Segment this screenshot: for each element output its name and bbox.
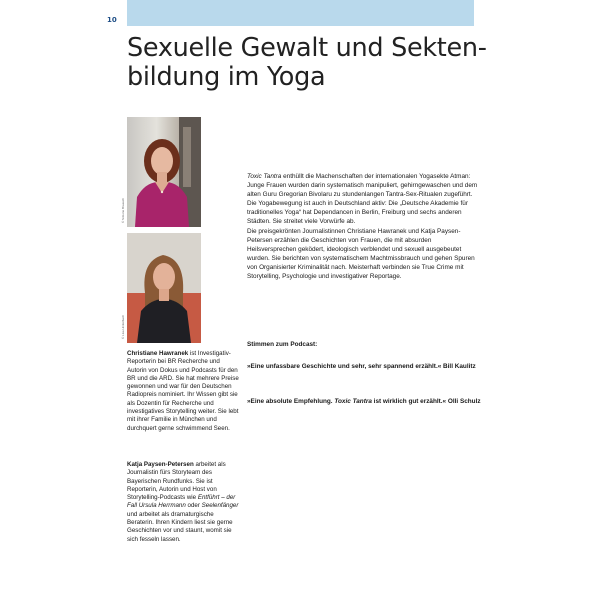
page-number: 10 (107, 16, 117, 24)
author-name: Katja Paysen-Petersen (127, 461, 194, 468)
podcast-title: Entführt – der Fall Ursula Herrmann (127, 494, 236, 510)
photo-credit-1: © Simone Braasch (121, 197, 125, 223)
description-paragraph-1 (247, 172, 479, 227)
author-bio-hawranek (127, 350, 239, 433)
book-description (247, 172, 479, 281)
author-bio-text: und arbeitet als dramaturgische Beraterin. Ihren Kindern liest sie gerne Geschichten vor und staunt, womit sie sich fesseln lassen. (127, 510, 233, 543)
podcast-title: Seelenfänger (201, 502, 239, 510)
book-title: Toxic Tantra (247, 173, 282, 180)
podcast-voices-heading: Stimmen zum Podcast: (247, 341, 318, 348)
author-bio-paysen-petersen (127, 461, 239, 544)
book-title: Toxic Tantra (334, 398, 372, 405)
quote-1: »Eine unfassbare Geschichte und sehr, sehr spannend erzählt.« Bill Kaulitz (247, 363, 476, 370)
author-bio-text: oder (185, 502, 202, 510)
description-text: enthüllt die Machenschaften der internationalen Yogasekte Atman: Junge Frauen wurden darin systematisch manipuliert, gehirngewaschen und dem alten Guru Gregorian Bivolaru zu stundenlangen Tantra-Sex-Ritualen zugeführt. Die Yogabewegung ist auch in Deutschland aktiv: Die „Deutsche Akademie für traditionelles Yoga“ hat Dependancen in Berlin, Freiburg und sechs anderen Städten. Sie streitet viele Vorwürfe ab. (247, 173, 478, 226)
author-bio-text: ist Investigativ-Reporterin bei BR Recherche und Autorin von Dokus und Podcasts für den BR und die ARD. Sie hat mehrere Preise gewonnen und war für den Deutschen Radiopreis nominiert. Ihr Wissen gibt sie als Dozentin für Recherche und investigatives Storytelling weiter. Sie lebt mit ihrer Familie in München und durchquert gerne schwimmend Seen. (127, 350, 239, 432)
photo-credit-2: © Lisa Hinkelbach (121, 314, 125, 339)
author-photo-paysen-petersen (121, 233, 201, 343)
author-bio-text: arbeitet als Journalistin fürs Storyteam des Bayerischen Rundfunks. Sie ist Reporterin, Autorin und Host von Storytelling-Podcasts wie (127, 461, 226, 502)
description-paragraph-2: Die preisgekrönten Journalistinnen Christiane Hawranek und Katja Paysen-Petersen erzählen die Geschichten von Frauen, die mit absurden Heilsversprechen geködert, ideologisch verblendet und sexuell ausgebeutet wurden. Sie berichten von systematischem Machtmissbrauch und gehen Spuren von Organisierter Kriminalität nach. Meisterhaft verbinden sie True Crime mit Storytelling, Psychologie und investigativer Reportage. (247, 227, 475, 281)
author-name: Christiane Hawranek (127, 350, 189, 357)
header-color-band (127, 0, 474, 26)
portrait-illustration-1 (127, 117, 201, 227)
title-line-1: Sexuelle Gewalt und Sekten- (127, 33, 487, 63)
portrait-illustration-2 (127, 233, 201, 343)
quote-text: ist wirklich gut erzählt.« Olli Schulz (371, 398, 481, 405)
title-line-2: bildung im Yoga (127, 62, 326, 92)
page-title (127, 34, 487, 92)
quote-text: »Eine absolute Empfehlung. (247, 398, 335, 405)
author-photo-hawranek (121, 117, 201, 227)
quote-2 (247, 397, 482, 406)
